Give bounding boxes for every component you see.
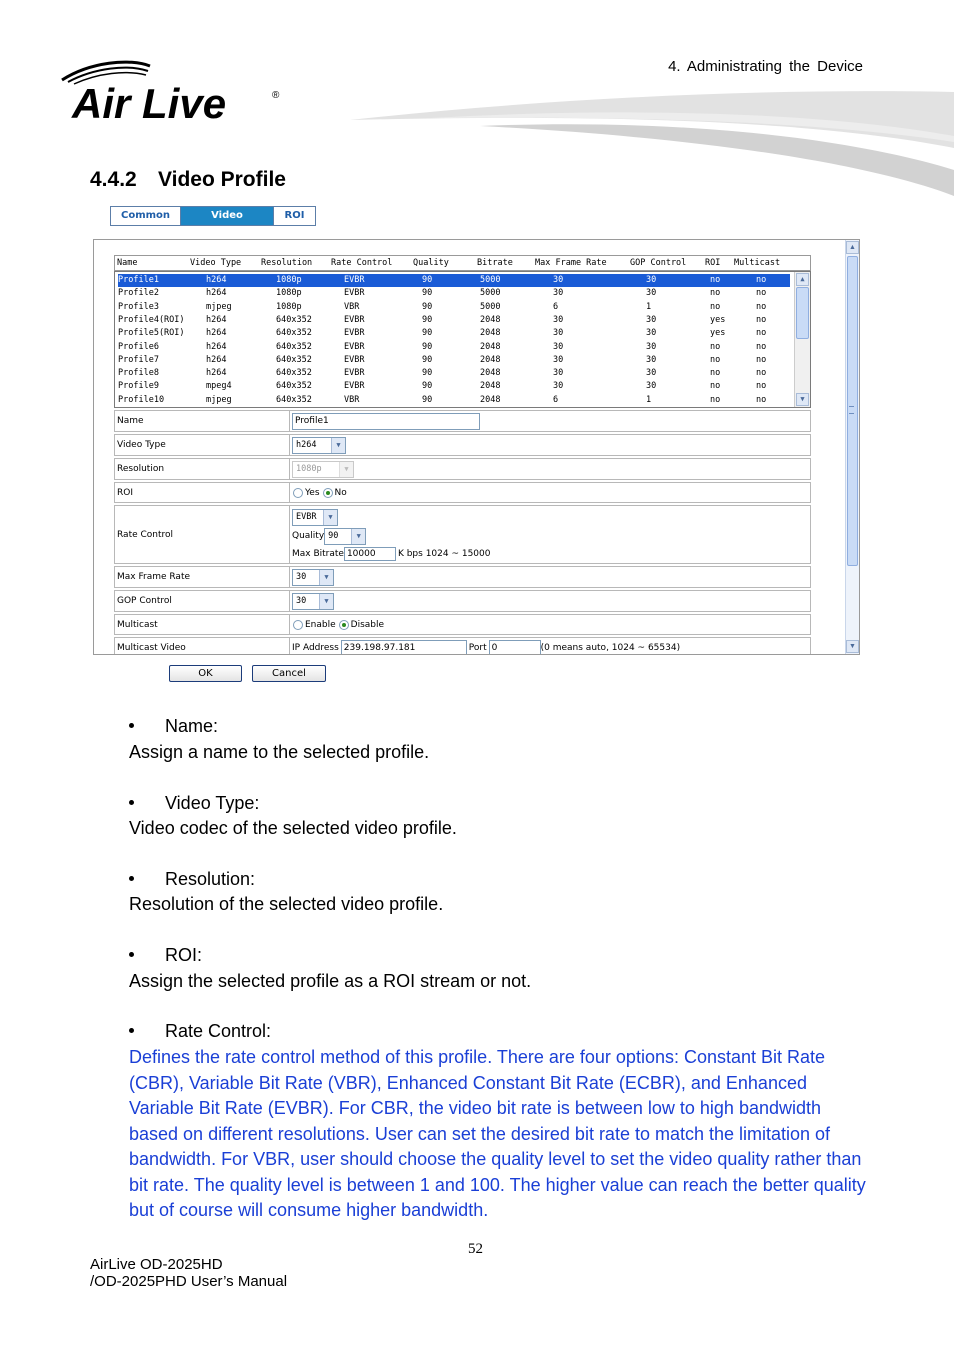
profile-cell: h264: [206, 368, 227, 379]
scroll-down-icon[interactable]: ▼: [846, 640, 859, 653]
profile-cell: EVBR: [344, 341, 365, 352]
roi-no-radio[interactable]: [323, 488, 333, 498]
bullet-name-term: Name:: [165, 716, 219, 736]
tab-video-profile[interactable]: Video Profile: [181, 207, 274, 225]
profile-cell: 640x352: [276, 314, 312, 325]
gop-control-label: GOP Control: [115, 591, 290, 611]
chapter-heading: 4. Administrating the Device: [668, 58, 863, 75]
profile-cell: Profile3: [118, 301, 159, 312]
profile-cell: 1080p: [276, 288, 302, 299]
profile-cell: 6: [553, 301, 559, 312]
multicast-video-label: Multicast Video: [115, 638, 290, 655]
profile-list-row[interactable]: [118, 274, 790, 287]
profile-cell: 2048: [480, 381, 501, 392]
profile-cell: Profile5(ROI): [118, 328, 185, 339]
bullet-dot-icon: [129, 876, 134, 881]
profile-cell: no: [710, 354, 721, 365]
footer: [90, 1256, 287, 1290]
profile-cell: 2048: [480, 368, 501, 379]
roi-yes-label: Yes: [305, 487, 320, 498]
section-name: Video Profile: [158, 168, 286, 191]
desc-resolution: Resolution of the selected video profile.: [129, 894, 444, 914]
bullet-dot-icon: [129, 952, 134, 957]
profile-cell: 30: [553, 368, 564, 379]
profile-cell: 30: [646, 328, 657, 339]
bullet-dot-icon: [129, 1028, 134, 1033]
profile-cell: no: [756, 368, 767, 379]
profile-cell: 2048: [480, 328, 501, 339]
profile-cell: 640x352: [276, 368, 312, 379]
ip-address-label: IP Address: [292, 643, 339, 653]
port-hint: (0 means auto, 1024 ~ 65534): [540, 643, 681, 653]
profile-cell: 1080p: [276, 275, 302, 285]
profile-cell: 30: [553, 328, 564, 339]
scroll-down-icon[interactable]: ▼: [796, 393, 809, 406]
profile-cell: 2048: [480, 341, 501, 352]
profile-cell: 640x352: [276, 394, 312, 405]
profile-cell: 1080p: [276, 301, 302, 312]
airlive-logo: [60, 60, 285, 122]
profile-cell: Profile7: [118, 354, 159, 365]
page-number: 52: [468, 1241, 483, 1257]
profile-cell: 5000: [480, 288, 501, 299]
col-header-multicast: Multicast: [734, 258, 781, 268]
profile-cell: Profile8: [118, 368, 159, 379]
col-header-max-frame-rate: Max Frame Rate: [535, 258, 607, 268]
profile-cell: h264: [206, 328, 227, 339]
profile-cell: no: [710, 341, 721, 352]
footer-line-2: /OD-2025PHD User’s Manual: [90, 1273, 288, 1290]
profile-cell: 30: [646, 368, 657, 379]
max-bitrate-label: Max Bitrate: [292, 548, 344, 559]
form-row-multicast-video: [114, 637, 811, 655]
profile-cell: 90: [422, 288, 433, 299]
profile-cell: h264: [206, 354, 227, 365]
profile-cell: no: [710, 288, 721, 299]
col-header-resolution: Resolution: [261, 258, 313, 268]
profile-cell: EVBR: [344, 381, 365, 392]
video-profile-frame: [93, 239, 860, 655]
profile-cell: no: [756, 328, 767, 339]
profile-list-scrollbar[interactable]: [794, 272, 810, 407]
profile-cell: no: [756, 354, 767, 365]
quality-select[interactable]: [324, 528, 366, 545]
scroll-grip-icon: [849, 406, 854, 414]
profile-cell: Profile2: [118, 288, 159, 299]
bullet-resolution-term: Resolution:: [165, 869, 256, 889]
profile-cell: 90: [422, 368, 433, 379]
scroll-up-icon[interactable]: ▲: [796, 273, 809, 286]
profile-cell: no: [756, 288, 767, 299]
rate-control-value: EVBR: [296, 512, 317, 522]
logo-text: Air Live: [72, 80, 227, 122]
chevron-down-icon: ▼: [319, 594, 333, 609]
profile-cell: Profile9: [118, 381, 159, 392]
profile-list-row[interactable]: [118, 354, 790, 367]
name-label: Name: [115, 411, 290, 431]
bullet-resolution: [129, 869, 255, 890]
port-label: Port: [468, 643, 487, 653]
profile-cell: no: [756, 341, 767, 352]
profile-cell: 90: [422, 341, 433, 352]
profile-cell: VBR: [344, 301, 360, 312]
col-header-bitrate: Bitrate: [477, 258, 513, 268]
rate-control-select[interactable]: [292, 509, 338, 526]
tab-roi[interactable]: ROI: [274, 207, 315, 225]
profile-cell: 640x352: [276, 328, 312, 339]
profile-cell: no: [756, 301, 767, 312]
tab-bar: [110, 206, 316, 239]
section-number: 4.4.2: [90, 168, 137, 191]
profile-cell: h264: [206, 288, 227, 299]
bitrate-hint: K bps 1024 ~ 15000: [397, 548, 491, 559]
footer-line-1: AirLive OD-2025HD: [90, 1256, 223, 1273]
form-row-rate-control: [114, 505, 811, 564]
col-header-quality: Quality: [413, 258, 449, 268]
profile-cell: yes: [710, 328, 726, 339]
bullet-rate-control: [129, 1021, 271, 1042]
profile-cell: 30: [646, 314, 657, 325]
roi-yes-radio[interactable]: [293, 488, 303, 498]
chevron-down-icon: ▼: [323, 510, 337, 525]
profile-cell: 90: [422, 314, 433, 325]
chevron-down-icon: ▼: [339, 462, 353, 477]
profile-list-row[interactable]: [118, 380, 790, 393]
profile-cell: mjpeg: [206, 394, 232, 405]
resolution-label: Resolution: [115, 459, 290, 479]
form-row-resolution: [114, 458, 811, 480]
multicast-enable-label: Enable: [305, 619, 336, 630]
chevron-down-icon: ▼: [331, 438, 345, 453]
multicast-enable-radio[interactable]: [293, 620, 303, 630]
profile-cell: 30: [553, 381, 564, 392]
gop-control-value: 30: [296, 596, 307, 606]
desc-rate-control: Defines the rate control method of this profile. There are four options: Constant Bit Rate (CBR), Variable Bit Rate (VBR), Enhanced Constant Bit Rate (ECBR), and Enhanced Variable Bit Rate (EVBR). For CBR, the video bit rate is between low to high bandwidth based on different resolutions. User can set the desired bit rate to match the limitation of bandwidth. For VBR, user should choose the quality level to set the video quality rather than bit rate. The quality level is between 1 and 100. The higher value can reach the better quality but of course will consume higher bandwidth.: [129, 1047, 866, 1220]
profile-form: [114, 410, 811, 655]
profile-cell: 90: [422, 275, 433, 285]
chevron-down-icon: ▼: [351, 529, 365, 544]
profile-cell: 30: [646, 354, 657, 365]
bullet-video-type: [129, 793, 259, 814]
profile-cell: EVBR: [344, 288, 365, 299]
profile-cell: no: [710, 368, 721, 379]
name-input[interactable]: Profile1: [292, 413, 480, 430]
form-row-name: [114, 410, 811, 432]
profile-list-row[interactable]: [118, 301, 790, 314]
desc-roi: Assign the selected profile as a ROI stream or not.: [129, 971, 532, 991]
profile-cell: EVBR: [344, 328, 365, 339]
profile-cell: no: [756, 275, 767, 285]
col-header-name: Name: [117, 258, 138, 268]
profile-cell: mpeg4: [206, 381, 232, 392]
rate-control-label: Rate Control: [115, 506, 290, 563]
profile-cell: EVBR: [344, 368, 365, 379]
bullet-name: [129, 716, 218, 737]
profile-cell: no: [756, 314, 767, 325]
max-frame-rate-label: Max Frame Rate: [115, 567, 290, 587]
profile-cell: 30: [553, 275, 564, 285]
bullet-video-type-term: Video Type:: [165, 793, 260, 813]
profile-cell: Profile10: [118, 394, 165, 405]
max-frame-rate-value: 30: [296, 572, 307, 582]
resolution-select: [292, 461, 354, 478]
profile-cell: 90: [422, 328, 433, 339]
roi-no-label: No: [334, 487, 347, 498]
ip-address-input[interactable]: 239.198.97.181: [341, 640, 467, 656]
header-swoosh: [350, 78, 954, 196]
profile-cell: 2048: [480, 354, 501, 365]
form-row-gop-control: [114, 590, 811, 612]
profile-cell: 90: [422, 381, 433, 392]
profile-cell: 5000: [480, 301, 501, 312]
bullet-roi-term: ROI:: [165, 945, 203, 965]
profile-cell: EVBR: [344, 354, 365, 365]
col-header-gop-control: GOP Control: [630, 258, 687, 268]
profile-cell: 2048: [480, 314, 501, 325]
profile-cell: 30: [646, 288, 657, 299]
port-input[interactable]: 0: [489, 640, 541, 656]
multicast-disable-label: Disable: [350, 619, 385, 630]
profile-cell: no: [710, 301, 721, 312]
multicast-disable-radio[interactable]: [339, 620, 349, 630]
form-row-max-frame-rate: [114, 566, 811, 588]
profile-cell: h264: [206, 275, 227, 285]
profile-cell: no: [756, 381, 767, 392]
frame-scrollbar[interactable]: [845, 240, 859, 654]
bullet-dot-icon: [129, 723, 134, 728]
video-type-value: h264: [296, 440, 317, 450]
profile-cell: EVBR: [344, 275, 365, 285]
profile-cell: 640x352: [276, 354, 312, 365]
multicast-label: Multicast: [115, 615, 290, 634]
video-type-label: Video Type: [115, 435, 290, 455]
profile-cell: Profile4(ROI): [118, 314, 185, 325]
profile-list-row[interactable]: [118, 341, 790, 354]
profile-cell: 30: [553, 314, 564, 325]
profile-cell: no: [710, 381, 721, 392]
desc-name: Assign a name to the selected profile.: [129, 742, 430, 762]
profile-listbox[interactable]: [114, 271, 811, 408]
bullet-rate-control-term: Rate Control:: [165, 1021, 272, 1041]
quality-label: Quality: [292, 531, 325, 541]
desc-video-type: Video codec of the selected video profile.: [129, 818, 457, 838]
form-row-video-type: [114, 434, 811, 456]
max-bitrate-input[interactable]: 10000: [344, 547, 396, 561]
profile-cell: 90: [422, 354, 433, 365]
profile-list-row[interactable]: [118, 314, 790, 327]
profile-cell: 1: [646, 301, 652, 312]
quality-value: 90: [328, 531, 339, 541]
profile-grid-header: [114, 255, 811, 271]
scroll-thumb[interactable]: [796, 287, 809, 339]
profile-cell: no: [710, 275, 721, 285]
section-title: [90, 168, 286, 192]
registered-mark: ®: [272, 90, 280, 101]
profile-cell: 640x352: [276, 341, 312, 352]
profile-cell: no: [756, 394, 767, 405]
tab-common[interactable]: Common: [111, 207, 181, 225]
form-row-roi: [114, 482, 811, 503]
form-row-multicast: [114, 614, 811, 635]
profile-cell: VBR: [344, 394, 360, 405]
profile-list-row[interactable]: [118, 367, 790, 380]
profile-cell: 30: [553, 354, 564, 365]
profile-cell: yes: [710, 314, 726, 325]
bullet-roi: [129, 945, 202, 966]
profile-cell: 30: [646, 381, 657, 392]
bullet-dot-icon: [129, 800, 134, 805]
profile-cell: 30: [553, 341, 564, 352]
max-frame-rate-select[interactable]: [292, 569, 334, 586]
profile-cell: no: [710, 394, 721, 405]
profile-list-row[interactable]: [118, 394, 790, 407]
col-header-roi: ROI: [705, 258, 721, 268]
profile-cell: 1: [646, 394, 652, 405]
profile-cell: 2048: [480, 394, 501, 405]
profile-cell: 30: [646, 275, 657, 285]
profile-cell: h264: [206, 341, 227, 352]
col-header-rate-control: Rate Control: [331, 258, 393, 268]
roi-label: ROI: [115, 483, 290, 502]
col-header-video-type: Video Type: [190, 258, 242, 268]
profile-cell: 30: [553, 288, 564, 299]
profile-cell: Profile1: [118, 275, 159, 285]
gop-control-select[interactable]: [292, 593, 334, 610]
profile-cell: EVBR: [344, 314, 365, 325]
profile-cell: 90: [422, 394, 433, 405]
ok-button[interactable]: OK: [169, 665, 242, 682]
profile-cell: Profile6: [118, 341, 159, 352]
profile-cell: 5000: [480, 275, 501, 285]
profile-cell: 90: [422, 301, 433, 312]
profile-cell: 30: [646, 341, 657, 352]
chevron-down-icon: ▼: [319, 570, 333, 585]
video-type-select[interactable]: [292, 437, 346, 454]
profile-list-row[interactable]: [118, 327, 790, 340]
profile-list-row[interactable]: [118, 287, 790, 300]
profile-cell: 640x352: [276, 381, 312, 392]
cancel-button[interactable]: Cancel: [252, 665, 326, 682]
profile-cell: mjpeg: [206, 301, 232, 312]
resolution-value: 1080p: [296, 464, 322, 474]
scroll-up-icon[interactable]: ▲: [846, 241, 859, 254]
profile-cell: 6: [553, 394, 559, 405]
profile-cell: h264: [206, 314, 227, 325]
